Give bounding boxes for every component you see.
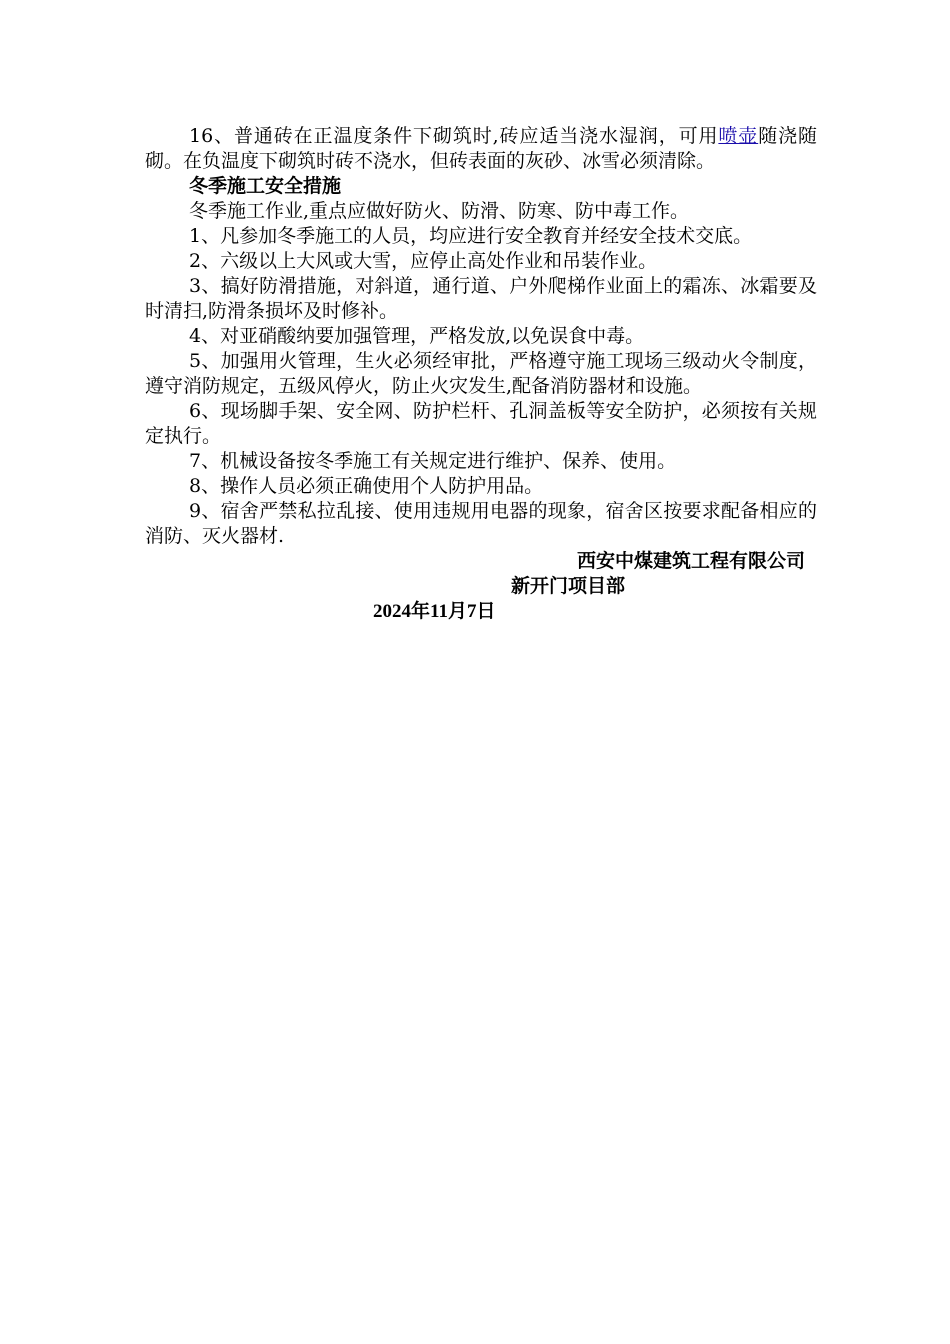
list-item: 6、现场脚手架、安全网、防护栏杆、孔洞盖板等安全防护，必须按有关规定执行。 <box>145 400 817 447</box>
paragraph-item-16 <box>145 124 817 174</box>
section-intro: 冬季施工作业,重点应做好防火、防滑、防寒、防中毒工作。 <box>189 200 690 222</box>
list-item: 4、对亚硝酸纳要加强管理，严格发放,以免误食中毒。 <box>189 325 645 347</box>
list-item: 1、凡参加冬季施工的人员，均应进行安全教育并经安全技术交底。 <box>189 225 753 247</box>
list-item: 3、搞好防滑措施，对斜道，通行道、户外爬梯作业面上的霜冻、冰霜要及时清扫,防滑条损坏及时修补。 <box>145 275 817 322</box>
signature-department: 新开门项目部 <box>511 575 626 597</box>
list-item: 5、加强用火管理，生火必须经审批，严格遵守施工现场三级动火令制度，遵守消防规定，五级风停火，防止火灾发生,配备消防器材和设施。 <box>145 350 817 397</box>
paragraph-text: 16、普通砖在正温度条件下砌筑时,砖应适当浇水湿润，可用 <box>189 125 719 147</box>
signature-company: 西安中煤建筑工程有限公司 <box>576 550 805 572</box>
list-item: 9、宿舍严禁私拉乱接、使用违规用电器的现象，宿舍区按要求配备相应的消防、灭火器材. <box>145 500 817 547</box>
spray-pot-link[interactable]: 喷壶 <box>718 125 759 147</box>
section-heading: 冬季施工安全措施 <box>189 175 342 197</box>
list-item: 7、机械设备按冬季施工有关规定进行维护、保养、使用。 <box>189 450 677 472</box>
paragraph-text-continued: 随浇随砌。在负温度下砌筑时砖不浇水，但砖表面的灰砂、冰雪必须清除。 <box>145 125 817 172</box>
list-item: 2、六级以上大风或大雪，应停止高处作业和吊装作业。 <box>189 250 658 272</box>
signature-date: 2024年11月7日 <box>373 601 496 622</box>
document-page <box>145 124 817 624</box>
list-item: 8、操作人员必须正确使用个人防护用品。 <box>189 475 544 497</box>
